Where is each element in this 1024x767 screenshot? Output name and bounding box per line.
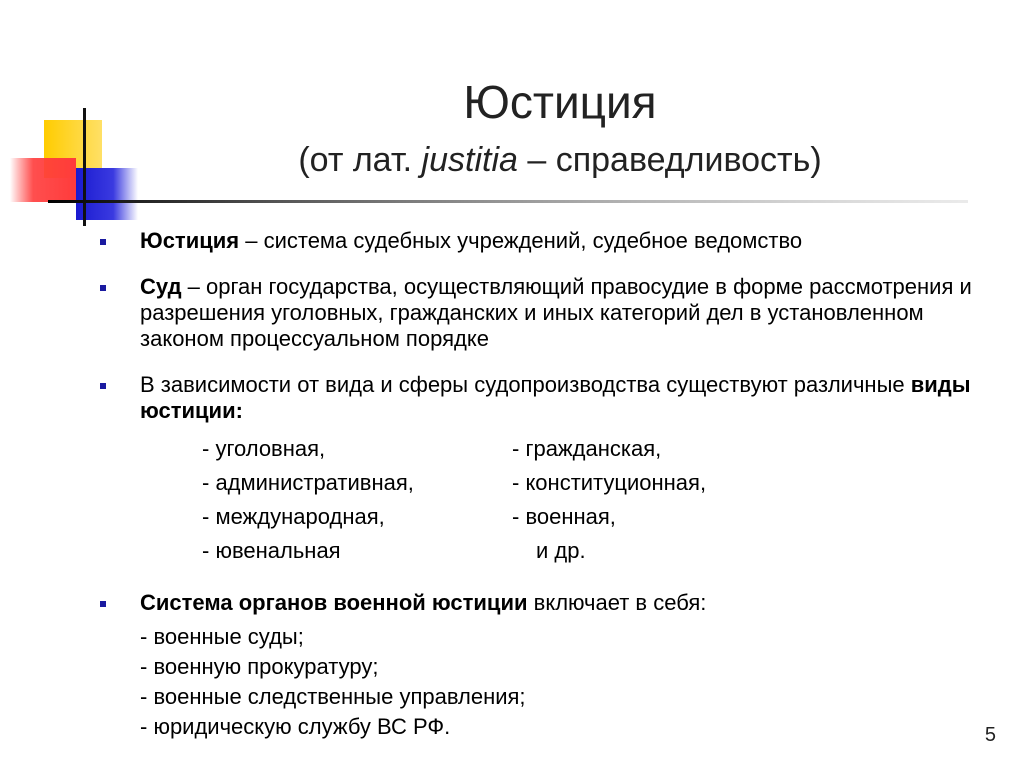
subtitle-prefix: (от лат.: [298, 141, 422, 179]
bullet-square-icon: [100, 601, 106, 607]
kind-item: - административная,: [202, 470, 414, 495]
definition-justice: – система судебных учреждений, судебное ведомство: [239, 228, 803, 253]
slide-subtitle: [250, 138, 870, 182]
military-intro: включает в себя:: [527, 590, 707, 615]
bullet-justice: [100, 228, 980, 254]
military-term: Система органов военной юстиции: [140, 590, 528, 615]
military-item: - военные следственные управления;: [140, 684, 526, 709]
bullet-square-icon: [100, 285, 106, 291]
kind-item: - военная,: [512, 504, 616, 529]
kinds-row: [140, 466, 980, 500]
page-number: 5: [984, 724, 996, 746]
definition-court: – орган государства, осуществляющий правосудие в форме рассмотрения и разрешения уголовных, гражданских и иных категорий дел в установленном законом процессуальном порядке: [140, 274, 972, 351]
kind-item: - конституционная,: [512, 470, 707, 495]
horizontal-line: [48, 200, 968, 203]
kind-item: - международная,: [202, 504, 385, 529]
military-item: - военную прокуратуру;: [140, 654, 379, 679]
slide-body: [100, 222, 980, 742]
subtitle-suffix: – справедливость): [517, 141, 822, 179]
kind-item: и др.: [536, 538, 586, 563]
bullet-kinds: [100, 372, 980, 568]
slide-title: Юстиция: [463, 76, 657, 128]
bullet-court: [100, 274, 980, 352]
bullet-military-justice: [100, 590, 980, 742]
bullet-square-icon: [100, 239, 106, 245]
kinds-row: [140, 500, 980, 534]
vertical-line: [83, 108, 86, 226]
red-square: [10, 158, 76, 202]
kinds-intro: В зависимости от вида и сферы судопроизводства существуют различные: [140, 372, 911, 397]
kinds-list: [140, 432, 980, 568]
subtitle-latin: justitia: [421, 141, 518, 179]
kind-item: - ювенальная: [202, 538, 341, 563]
kinds-term: виды юстиции:: [140, 372, 971, 423]
military-list: [140, 622, 980, 742]
military-item: - юридическую службу ВС РФ.: [140, 714, 451, 739]
bullet-square-icon: [100, 383, 106, 389]
term-court: Суд: [140, 274, 182, 299]
kinds-row: [140, 432, 980, 466]
kind-item: - гражданская,: [512, 436, 662, 461]
kinds-row: [140, 534, 980, 568]
term-justice: Юстиция: [140, 228, 240, 253]
kind-item: - уголовная,: [202, 436, 326, 461]
military-item: - военные суды;: [140, 624, 304, 649]
